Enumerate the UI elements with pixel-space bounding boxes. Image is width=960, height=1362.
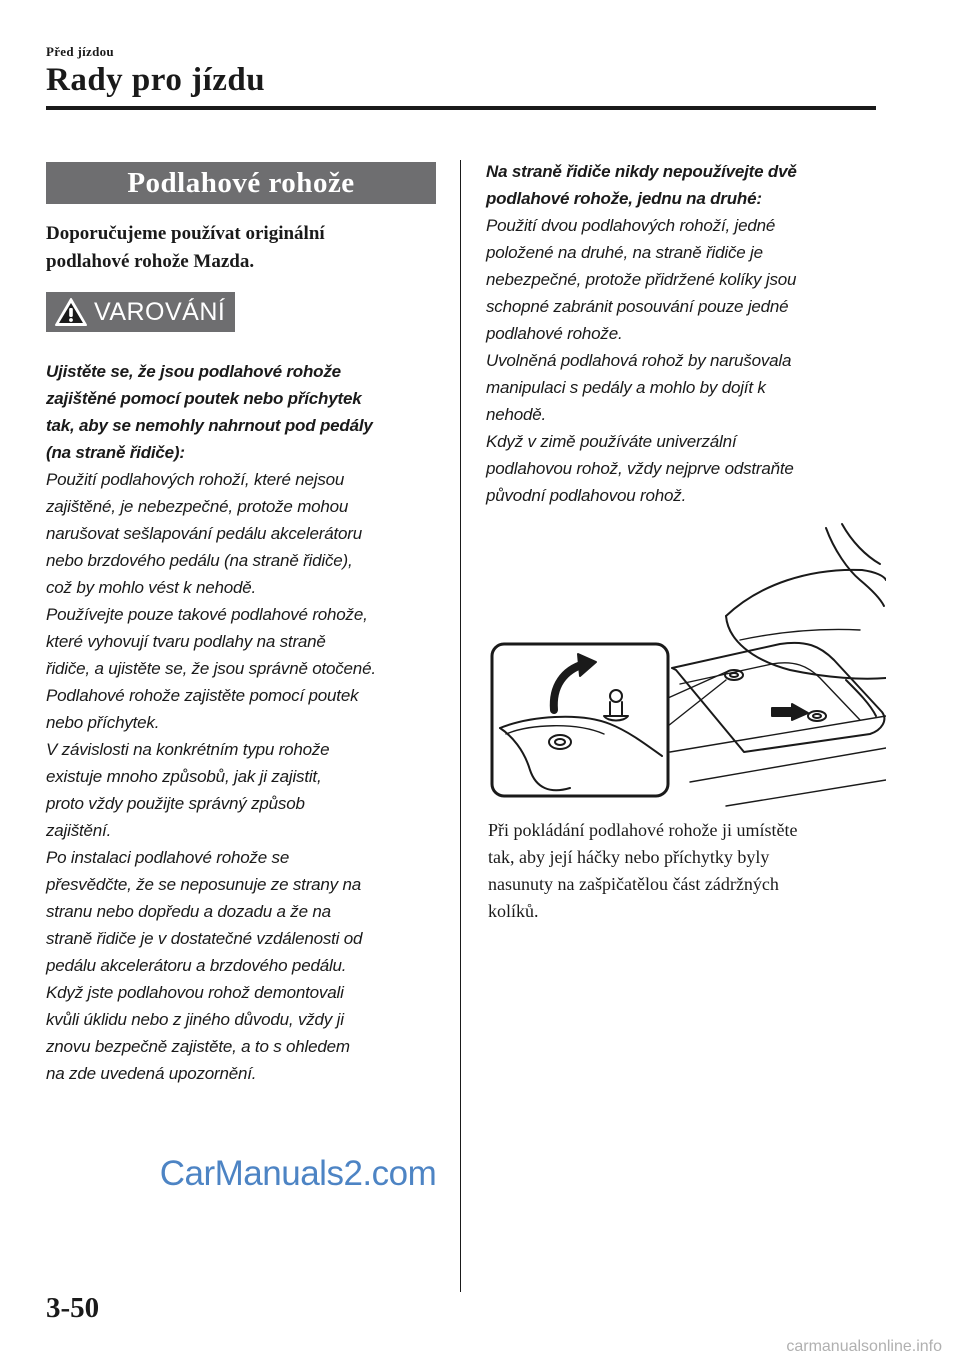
warning-body-line: zajištěné, je nebezpečné, protože mohou [46, 497, 349, 516]
warning-lead-line: tak, aby se nemohly nahrnout pod pedály [46, 416, 373, 435]
warning-body [46, 466, 436, 1087]
right-body-line: podlahovou rohož, vždy nejprve odstraňte [486, 459, 794, 478]
caption-line: tak, aby její háčky nebo příchytky byly [488, 847, 770, 867]
page-title: Rady pro jízdu [46, 62, 266, 98]
right-lead [486, 158, 886, 212]
warning-body-line: V závislosti na konkrétním typu rohože [46, 740, 330, 759]
figure-caption [488, 817, 888, 925]
warning-body-line: Po instalaci podlahové rohože se [46, 848, 290, 867]
right-body-line: manipulaci s pedály a mohlo by dojít k [486, 378, 766, 397]
right-column [486, 158, 886, 509]
right-body-line: Když v zimě používáte univerzální [486, 432, 737, 451]
title-rule [46, 106, 876, 110]
warning-body-line: Použití podlahových rohoží, které nejsou [46, 470, 345, 489]
column-divider [460, 160, 461, 1292]
intro-text [46, 220, 436, 276]
footer-site: carmanualsonline.info [786, 1338, 942, 1355]
warning-body-line: Podlahové rohože zajistěte pomocí poutek [46, 686, 359, 705]
right-body [486, 212, 886, 509]
right-body-line: podlahové rohože. [486, 324, 623, 343]
right-body-line: Uvolněná podlahová rohož by narušovala [486, 351, 792, 370]
warning-body-line: nebo příchytek. [46, 713, 160, 732]
warning-body-line: znovu bezpečně zajistěte, a to s ohledem [46, 1037, 350, 1056]
intro-line: podlahové rohože Mazda. [46, 251, 255, 272]
warning-lead-line: (na straně řidiče): [46, 443, 185, 462]
warning-badge [46, 292, 235, 332]
right-lead-line: podlahové rohože, jednu na druhé: [486, 189, 762, 208]
right-body-line: nehodě. [486, 405, 547, 424]
warning-body-line: Když jste podlahovou rohož demontovali [46, 983, 344, 1002]
warning-body-line: řidiče, a ujistěte se, že jsou správně otočené. [46, 659, 376, 678]
right-body-line: schopné zabránit posouvání pouze jedné [486, 297, 789, 316]
warning-body-line: na zde uvedená upozornění. [46, 1064, 257, 1083]
right-body-line: položené na druhé, na straně řidiče je [486, 243, 763, 262]
right-lead-line: Na straně řidiče nikdy nepoužívejte dvě [486, 162, 797, 181]
warning-body-line: přesvědčte, že se neposunuje ze strany na [46, 875, 361, 894]
warning-lead-line: Ujistěte se, že jsou podlahové rohože [46, 362, 341, 381]
right-body-line: původní podlahovou rohož. [486, 486, 687, 505]
warning-body-line: zajištění. [46, 821, 112, 840]
floor-mat-hook-illustration [490, 520, 886, 810]
warning-body-line: pedálu akcelerátoru a brzdového pedálu. [46, 956, 347, 975]
warning-lead [46, 358, 436, 466]
warning-body-line: narušovat sešlapování pedálu akcelerátoru [46, 524, 362, 543]
warning-triangle-icon [54, 297, 88, 327]
warning-body-line: Používejte pouze takové podlahové rohože, [46, 605, 368, 624]
warning-label: VAROVÁNÍ [94, 297, 226, 326]
caption-line: kolíků. [488, 901, 539, 921]
caption-line: Při pokládání podlahové rohože ji umístěte [488, 820, 798, 840]
caption-line: nasunuty na zašpičatělou část zádržných [488, 874, 779, 894]
warning-body-line: nebo brzdového pedálu (na straně řidiče), [46, 551, 353, 570]
warning-body-line: proto vždy použijte správný způsob [46, 794, 305, 813]
watermark: CarManuals2.com [159, 1154, 437, 1193]
warning-body-line: stranu nebo dopředu a dozadu a že na [46, 902, 331, 921]
left-column [46, 162, 436, 1087]
warning-body-line: existuje mnoho způsobů, jak ji zajistit, [46, 767, 322, 786]
warning-lead-line: zajištěné pomocí poutek nebo příchytek [46, 389, 362, 408]
warning-body-line: straně řidiče je v dostatečné vzdálenosti od [46, 929, 363, 948]
warning-body-line: což by mohlo vést k nehodě. [46, 578, 257, 597]
warning-body-line: které vyhovují tvaru podlahy na straně [46, 632, 326, 651]
page-number: 3-50 [46, 1292, 100, 1324]
section-heading: Podlahové rohože [46, 162, 436, 204]
intro-line: Doporučujeme používat originální [46, 223, 325, 244]
breadcrumb: Před jízdou [46, 44, 114, 59]
warning-body-line: kvůli úklidu nebo z jiného důvodu, vždy ji [46, 1010, 344, 1029]
right-body-line: nebezpečné, protože přidržené kolíky jsou [486, 270, 797, 289]
right-body-line: Použití dvou podlahových rohoží, jedné [486, 216, 776, 235]
